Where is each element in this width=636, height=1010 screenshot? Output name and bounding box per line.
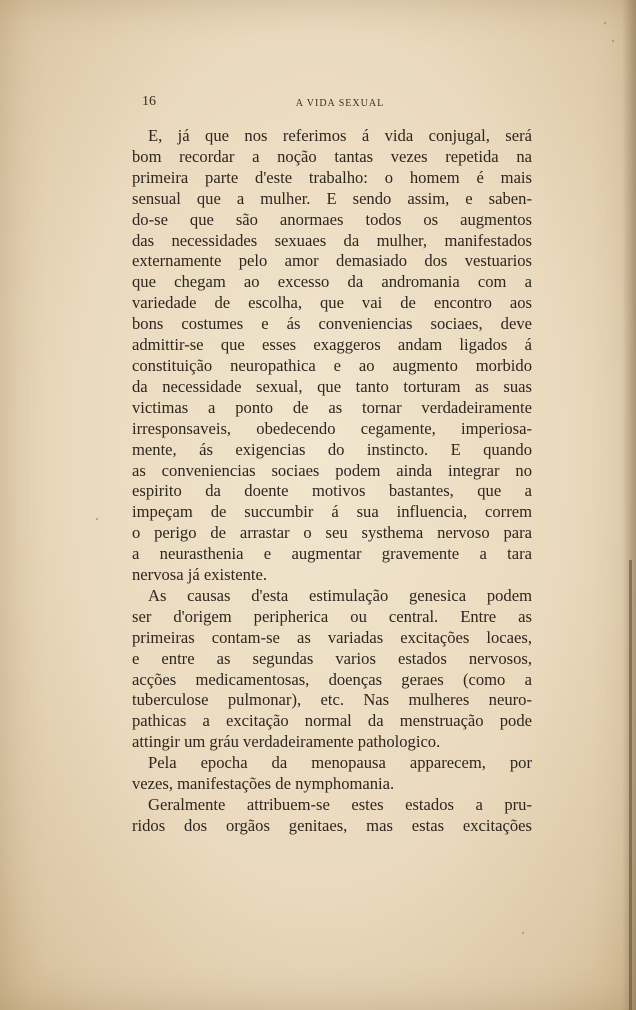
text-line: vezes, manifestações de nymphomania.: [132, 774, 395, 794]
text-line: o perigo de arrastar o seu systhema nervoso para: [132, 523, 532, 543]
text-line: victimas a ponto de as tornar verdadeiramente: [132, 397, 532, 417]
paper-speck: [612, 40, 614, 42]
text-line: constituição neuropathica e ao augmento morbido: [132, 355, 532, 375]
text-line: admittir-se que esses exaggeros andam ligados á: [132, 335, 532, 355]
text-line: acções medicamentosas, doenças geraes (como a: [132, 669, 532, 689]
text-line: attingir um gráu verdadeiramente pathologico.: [132, 732, 441, 752]
text-line: do-se que são anormaes todos os augmentos: [132, 209, 532, 229]
text-line: impeçam de succumbir á sua influencia, correm: [132, 502, 532, 522]
page-header: [142, 94, 538, 116]
text-line: ridos dos orgãos genitaes, mas estas excitações: [132, 815, 532, 835]
text-line: da necessidade sexual, que tanto torturam as suas: [132, 376, 532, 396]
text-line: bons costumes e ás conveniencias sociaes, deve: [132, 314, 532, 334]
running-title: A VIDA SEXUAL: [295, 98, 385, 109]
text-line: ser d'origem peripherica ou central. Entre as: [132, 606, 532, 626]
text-line: espirito da doente motivos bastantes, que a: [132, 481, 532, 501]
text-line: pathicas a excitação normal da menstruação pode: [132, 711, 532, 731]
text-line: Pela epocha da menopausa apparecem, por: [148, 753, 532, 773]
text-line: a neurasthenia e augmentar gravemente a tara: [132, 544, 532, 564]
text-line: primeiras contam-se as variadas excitações locaes,: [132, 627, 532, 647]
text-line: irresponsaveis, obedecendo cegamente, imperiosa-: [132, 418, 532, 438]
body-text: [132, 126, 532, 837]
text-line: das necessidades sexuaes da mulher, manifestados: [132, 230, 532, 250]
text-line: E, já que nos referimos á vida conjugal, será: [148, 126, 532, 145]
text-line: Geralmente attribuem-se estes estados a pru-: [148, 795, 532, 814]
text-line: externamente pelo amor demasiado dos vestuarios: [132, 251, 532, 271]
text-line: tuberculose pulmonar), etc. Nas mulheres neuro-: [132, 690, 532, 710]
text-line: as conveniencias sociaes podem ainda integrar no: [132, 460, 532, 480]
page-edge-line: [629, 560, 632, 1010]
text-line: mente, ás exigencias do instincto. E quando: [132, 439, 532, 459]
text-line: variedade de escolha, que vai de encontro aos: [132, 293, 532, 313]
text-line: que chegam ao excesso da andromania com a: [132, 272, 532, 292]
paper-speck: [604, 22, 606, 24]
page-number: 16: [142, 94, 156, 109]
text-line: nervosa já existente.: [132, 565, 268, 585]
text-line: e entre as segundas varios estados nervosos,: [132, 648, 532, 668]
text-line: sensual que a mulher. E sendo assim, e saben-: [132, 188, 532, 208]
paper-speck: [96, 518, 98, 520]
text-line: bom recordar a noção tantas vezes repetida na: [132, 146, 532, 166]
text-line: primeira parte d'este trabalho: o homem é mais: [132, 167, 532, 187]
paper-speck: [522, 932, 524, 934]
text-line: As causas d'esta estimulação genesica podem: [148, 585, 532, 605]
